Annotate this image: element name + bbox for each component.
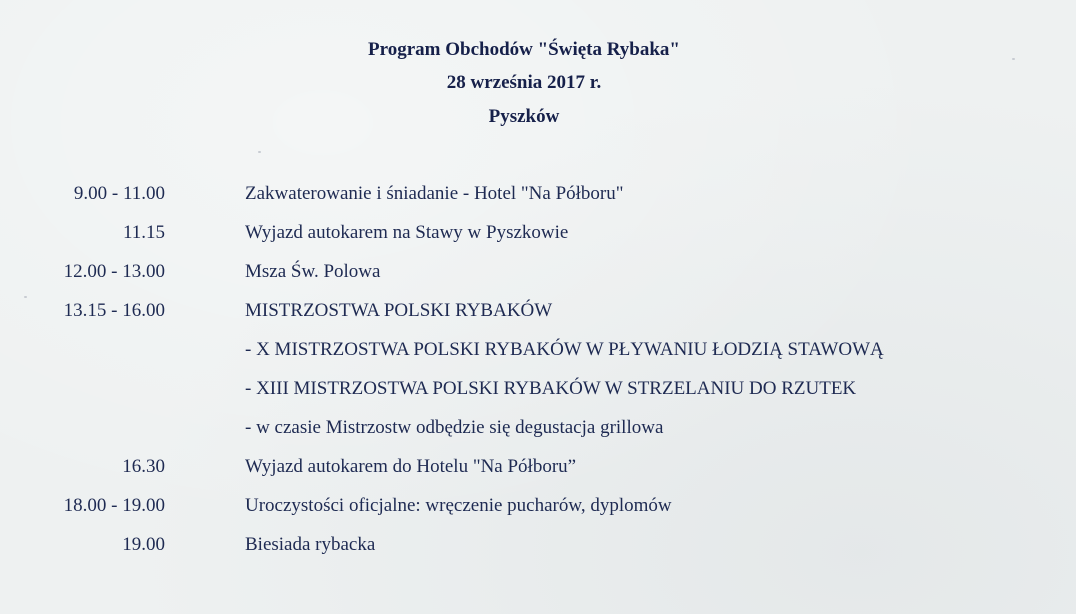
schedule-event: - XIII MISTRZOSTWA POLSKI RYBAKÓW W STRZELANIU DO RZUTEK [245, 378, 857, 399]
scan-speck [1012, 58, 1015, 60]
document-date: 28 września 2017 r. [446, 72, 602, 93]
schedule-time: 12.00 - 13.00 [63, 261, 165, 282]
schedule-row [0, 417, 1076, 456]
scan-speck [24, 296, 27, 298]
schedule-time: 13.15 - 16.00 [63, 300, 165, 321]
schedule-row [0, 339, 1076, 378]
schedule-row [0, 222, 1076, 261]
scan-speck [258, 151, 261, 153]
schedule-list [0, 183, 1076, 573]
schedule-row [0, 456, 1076, 495]
schedule-row [0, 378, 1076, 417]
schedule-event: Msza Św. Polowa [245, 261, 381, 282]
schedule-event: Biesiada rybacka [245, 534, 376, 555]
document-location: Pyszków [488, 106, 560, 127]
schedule-time: 16.30 [122, 456, 165, 477]
schedule-event: Uroczystości oficjalne: wręczenie pucharów, dyplomów [245, 495, 672, 516]
schedule-row [0, 495, 1076, 534]
document-title: Program Obchodów "Święta Rybaka" [368, 39, 680, 60]
schedule-row [0, 534, 1076, 573]
schedule-row [0, 300, 1076, 339]
schedule-event: MISTRZOSTWA POLSKI RYBAKÓW [245, 300, 553, 321]
schedule-row [0, 261, 1076, 300]
schedule-time: 19.00 [122, 534, 165, 555]
schedule-event: - X MISTRZOSTWA POLSKI RYBAKÓW W PŁYWANIU ŁODZIĄ STAWOWĄ [245, 339, 884, 360]
schedule-time: 18.00 - 19.00 [63, 495, 165, 516]
schedule-row [0, 183, 1076, 222]
schedule-time: 9.00 - 11.00 [73, 183, 165, 204]
schedule-event: Zakwaterowanie i śniadanie - Hotel "Na Półboru" [245, 183, 624, 204]
schedule-event: - w czasie Mistrzostw odbędzie się degustacja grillowa [245, 417, 664, 438]
schedule-event: Wyjazd autokarem do Hotelu "Na Półboru” [245, 456, 577, 477]
schedule-time: 11.15 [122, 222, 165, 243]
schedule-event: Wyjazd autokarem na Stawy w Pyszkowie [245, 222, 569, 243]
